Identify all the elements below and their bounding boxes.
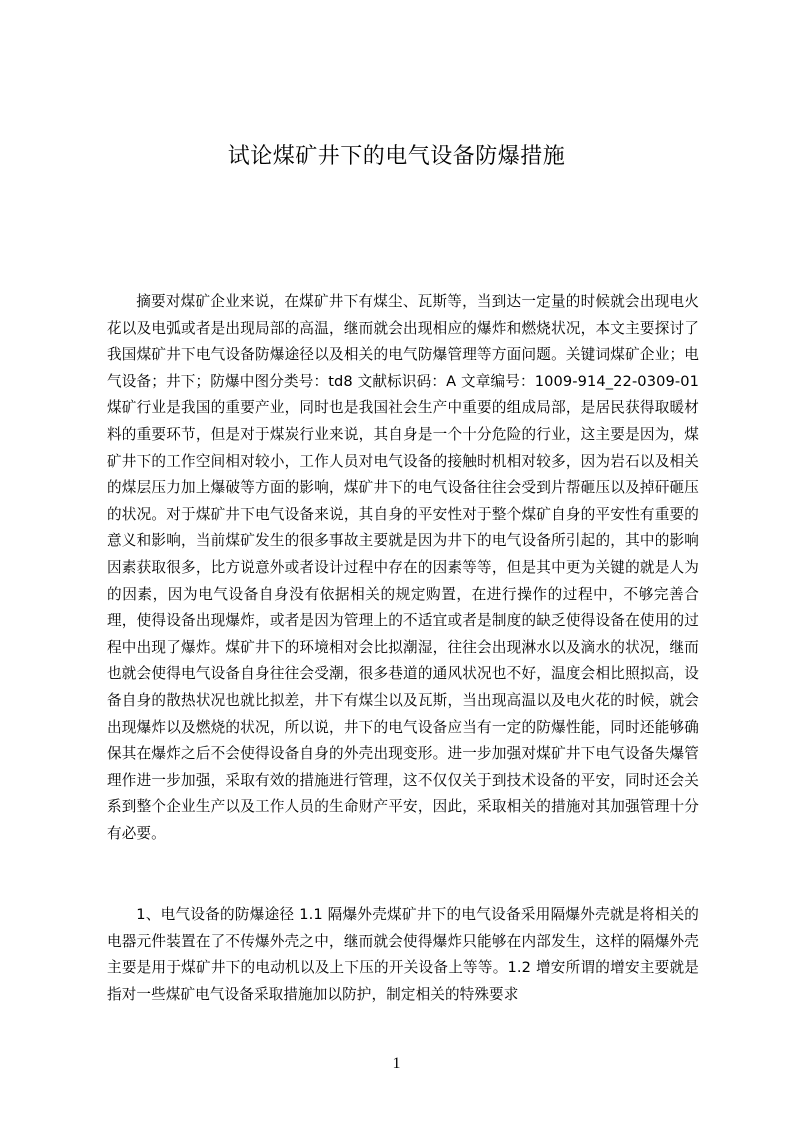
paragraph-abstract: 摘要对煤矿企业来说，在煤矿井下有煤尘、瓦斯等，当到达一定量的时候就会出现电火花以及电弧或者是出现局部的高温，继而就会出现相应的爆炸和燃烧状况，本文主要探讨了我国煤矿井下电气设备防爆途径以及相关的电气防爆管理等方面问题。关键词煤矿企业；电气设备；井下；防爆中图分类号：td8 文献标识码：A 文章编号：1009-914_22-0309-01 煤矿行业是我国的重要产业，同时也是我国社会生产中重要的组成局部，是居民获得取暖材料的重要环节，但是对于煤炭行业来说，其自身是一个十分危险的行业，这主要是因为，煤矿井下的工作空间相对较小，工作人员对电气设备的接触时机相对较多，因为岩石以及相关的煤层压力加上爆破等方面的影响，煤矿井下的电气设备往往会受到片帮砸压以及掉矸砸压的状况。对于煤矿井下电气设备来说，其自身的平安性对于整个煤矿自身的平安性有重要的意义和影响，当前煤矿发生的很多事故主要就是因为井下的电气设备所引起的，其中的影响因素获取很多，比方说意外或者设计过程中存在的因素等等，但是其中更为关键的就是人为的因素，因为电气设备自身没有依据相关的规定购置，在进行操作的过程中，不够完善合理，使得设备出现爆炸，或者是因为管理上的不适宜或者是制度的缺乏使得设备在使用的过程中出现了爆炸。煤矿井下的环境相对会比拟潮湿，往往会出现淋水以及滴水的状况，继而也就会使得电气设备自身往往会受潮，很多巷道的通风状况也不好，温度会相比照拟高，设备自身的散热状况也就比拟差，井下有煤尘以及瓦斯，当出现高温以及电火花的时候，就会出现爆炸以及燃烧的状况，所以说，井下的电气设备应当有一定的防爆性能，同时还能够确保其在爆炸之后不会使得设备自身的外壳出现变形。进一步加强对煤矿井下电气设备失爆管理作进一步加强，采取有效的措施进行管理，这不仅仅关于到技术设备的平安，同时还会关系到整个企业生产以及工作人员的生命财产平安，因此，采取相关的措施对其加强管理十分有必要。 <box>107 293 699 842</box>
paragraph-section-1: 1、电气设备的防爆途径 1.1 隔爆外壳煤矿井下的电气设备采用隔爆外壳就是将相关的电器元件装置在了不传爆外壳之中，继而就会使得爆炸只能够在内部发生，这样的隔爆外壳主要是用于煤矿井下的电动机以及上下压的开关设备上等等。1.2 增安所谓的增安主要就是指对一些煤矿电气设备采取措施加以防护，制定相关的特殊要求 <box>107 906 699 1003</box>
page-number: 1 <box>392 1055 401 1072</box>
document-title: 试论煤矿井下的电气设备防爆措施 <box>227 144 566 169</box>
